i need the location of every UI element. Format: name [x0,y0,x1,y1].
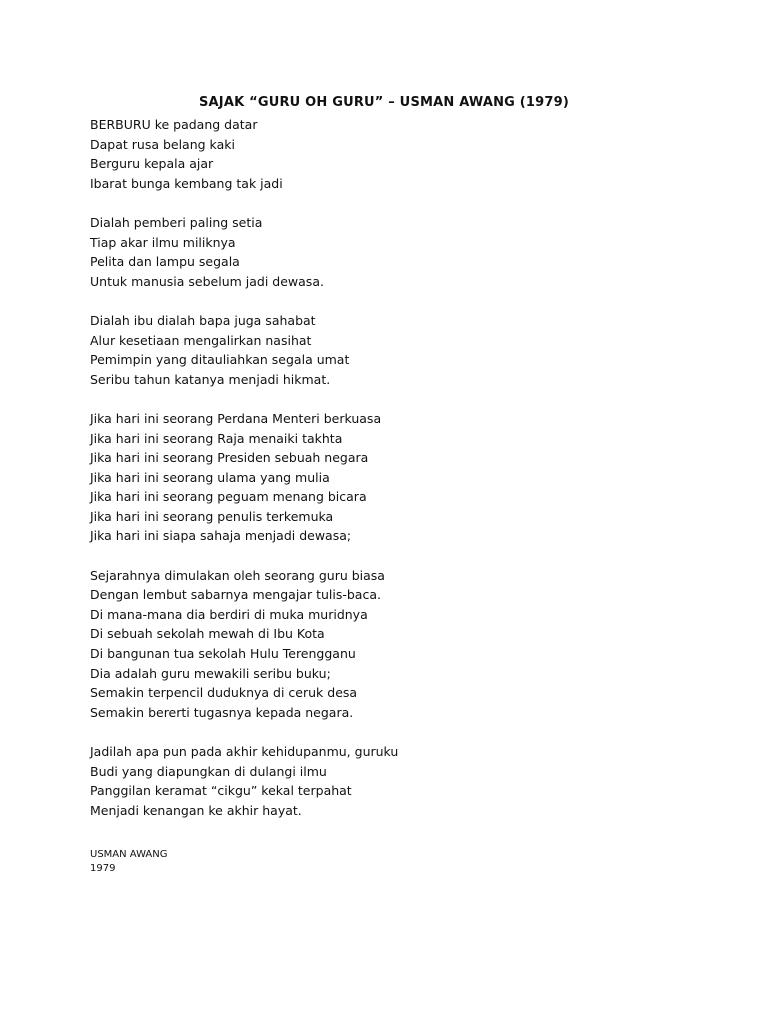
poem-line: Jika hari ini seorang penulis terkemuka [90,508,334,524]
poem-line: Menjadi kenangan ke akhir hayat. [90,802,302,818]
poem-line: Di mana-mana dia berdiri di muka muridnya [90,606,368,622]
poem-line: Jika hari ini seorang Presiden sebuah negara [90,450,369,466]
poem-body [90,115,730,840]
poem-line: Pemimpin yang ditauliahkan segala umat [90,352,350,368]
stanza-5 [90,566,730,723]
poem-line: Untuk manusia sebelum jadi dewasa. [90,273,324,289]
poem-line: Jika hari ini seorang peguam menang bicara [90,489,367,505]
poem-line: Ibarat bunga kembang tak jadi [90,175,283,191]
signature-block [90,848,168,876]
poem-line: Pelita dan lampu segala [90,254,240,270]
poem-line: Di sebuah sekolah mewah di Ibu Kota [90,626,325,642]
stanza-3 [90,311,730,389]
poem-line: Sejarahnya dimulakan oleh seorang guru biasa [90,567,385,583]
poem-line: Dialah pemberi paling setia [90,214,263,230]
poem-line: Seribu tahun katanya menjadi hikmat. [90,371,331,387]
poem-line: BERBURU ke padang datar [90,117,258,132]
stanza-6 [90,742,730,820]
poem-line: Dengan lembut sabarnya mengajar tulis-baca. [90,587,381,603]
poem-title [0,95,768,110]
poem-line: Dia adalah guru mewakili seribu buku; [90,665,331,681]
poem-line: Dialah ibu dialah bapa juga sahabat [90,312,316,328]
poem-line: Alur kesetiaan mengalirkan nasihat [90,332,312,348]
poem-line: Dapat rusa belang kaki [90,136,235,152]
poem-line: Semakin bererti tugasnya kepada negara. [90,704,354,720]
signature-author: USMAN AWANG [90,849,168,860]
stanza-4 [90,409,730,546]
stanza-2 [90,213,730,291]
stanza-1 [90,115,730,193]
signature-year: 1979 [90,863,116,874]
poem-line: Panggilan keramat “cikgu” kekal terpahat [90,783,352,799]
poem-line: Tiap akar ilmu miliknya [90,234,236,250]
poem-line: Jika hari ini seorang Perdana Menteri berkuasa [90,410,382,426]
poem-line: Semakin terpencil duduknya di ceruk desa [90,685,358,701]
poem-line: Jika hari ini siapa sahaja menjadi dewasa; [90,528,352,544]
poem-line: Di bangunan tua sekolah Hulu Terengganu [90,646,356,662]
poem-title-text: SAJAK “GURU OH GURU” – USMAN AWANG (1979) [198,95,570,110]
poem-line: Berguru kepala ajar [90,156,214,172]
poem-line: Jika hari ini seorang ulama yang mulia [90,469,330,485]
poem-line: Budi yang diapungkan di dulangi ilmu [90,763,327,779]
poem-line: Jika hari ini seorang Raja menaiki takhta [90,430,343,446]
poem-line: Jadilah apa pun pada akhir kehidupanmu, guruku [90,744,399,759]
